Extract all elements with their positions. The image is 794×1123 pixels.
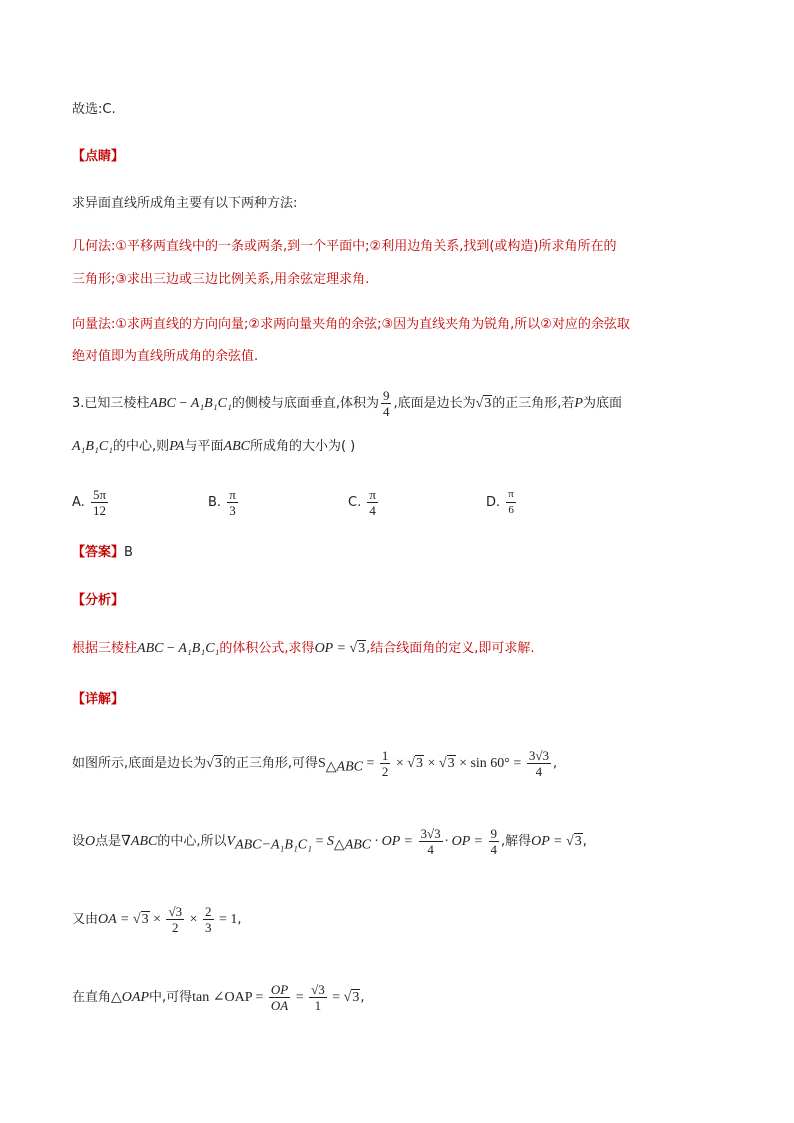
question-line-2: A₁B₁C₁的中心,则PA与平面ABC所成角的大小为( ) [72, 439, 356, 454]
geometry-method-line-1: 几何法:①平移两直线中的一条或两条,到一个平面中;②利用边角关系,找到(或构造)所求角所在的 [72, 239, 617, 254]
option-a[interactable]: A. $\frac{5\pi}{12}$ [72, 487, 107, 518]
option-d[interactable]: D. $\frac{\pi}{6}$ [486, 488, 514, 516]
heading-fenxi: 【分析】 [72, 593, 125, 608]
analysis-line: 根据三棱柱ABC − A₁B₁C₁的体积公式,求得OP = √3,结合线面角的定义,即可求解. [72, 641, 535, 656]
detail-line-1: 如图所示,底面是边长为√3的正三角形,可得$S_{\triangle ABC}$ = $\frac{1}{2}$ × √3 × √3 × sin 60° = $\frac{3√3}{4}$ , [72, 748, 558, 779]
vector-method-line-2: 绝对值即为直线所成角的余弦值. [72, 349, 259, 364]
detail-line-3: 又由OA = √3 × $\frac{√3}{2}$ × $\frac{2}{3}$ = 1, [72, 904, 242, 935]
detail-line-4: 在直角△OAP中,可得tan ∠OAP = $\frac{OP}{OA}$ = $\frac{√3}{1}$ = √3, [72, 982, 365, 1013]
question-line-1: 3.已知三棱柱ABC − A₁B₁C₁的侧棱与底面垂直,体积为 $\frac{9}{4}$ ,底面是边长为√3的正三角形,若P为底面 [72, 388, 622, 419]
detail-line-2: 设O点是∇ABC的中心,所以$V_{ABC-A_1B_1C_1} = S_{\triangle ABC}$ · OP = $\frac{3√3}{4}$ · OP = $\frac{9}{4}$ ,解得OP = √3, [72, 826, 587, 857]
option-b[interactable]: B. $\frac{\pi}{3}$ [208, 487, 236, 518]
vector-method-line-1: 向量法:①求两直线的方向向量;②求两向量夹角的余弦;③因为直线夹角为锐角,所以②对应的余弦取 [72, 317, 630, 332]
heading-dianjing: 【点睛】 [72, 149, 125, 164]
answer-line: 【答案】B [72, 545, 133, 560]
heading-xiangjie: 【详解】 [72, 692, 125, 707]
geometry-method-line-2: 三角形;③求出三边或三边比例关系,用余弦定理求角. [72, 272, 370, 287]
volume-fraction: $\frac{9}{4}$ [382, 388, 390, 419]
option-c[interactable]: C. $\frac{\pi}{4}$ [348, 487, 376, 518]
sqrt-3: √3 [475, 396, 492, 411]
methods-intro: 求异面直线所成角主要有以下两种方法: [72, 196, 298, 211]
conclusion-line: 故选:C. [72, 102, 116, 117]
